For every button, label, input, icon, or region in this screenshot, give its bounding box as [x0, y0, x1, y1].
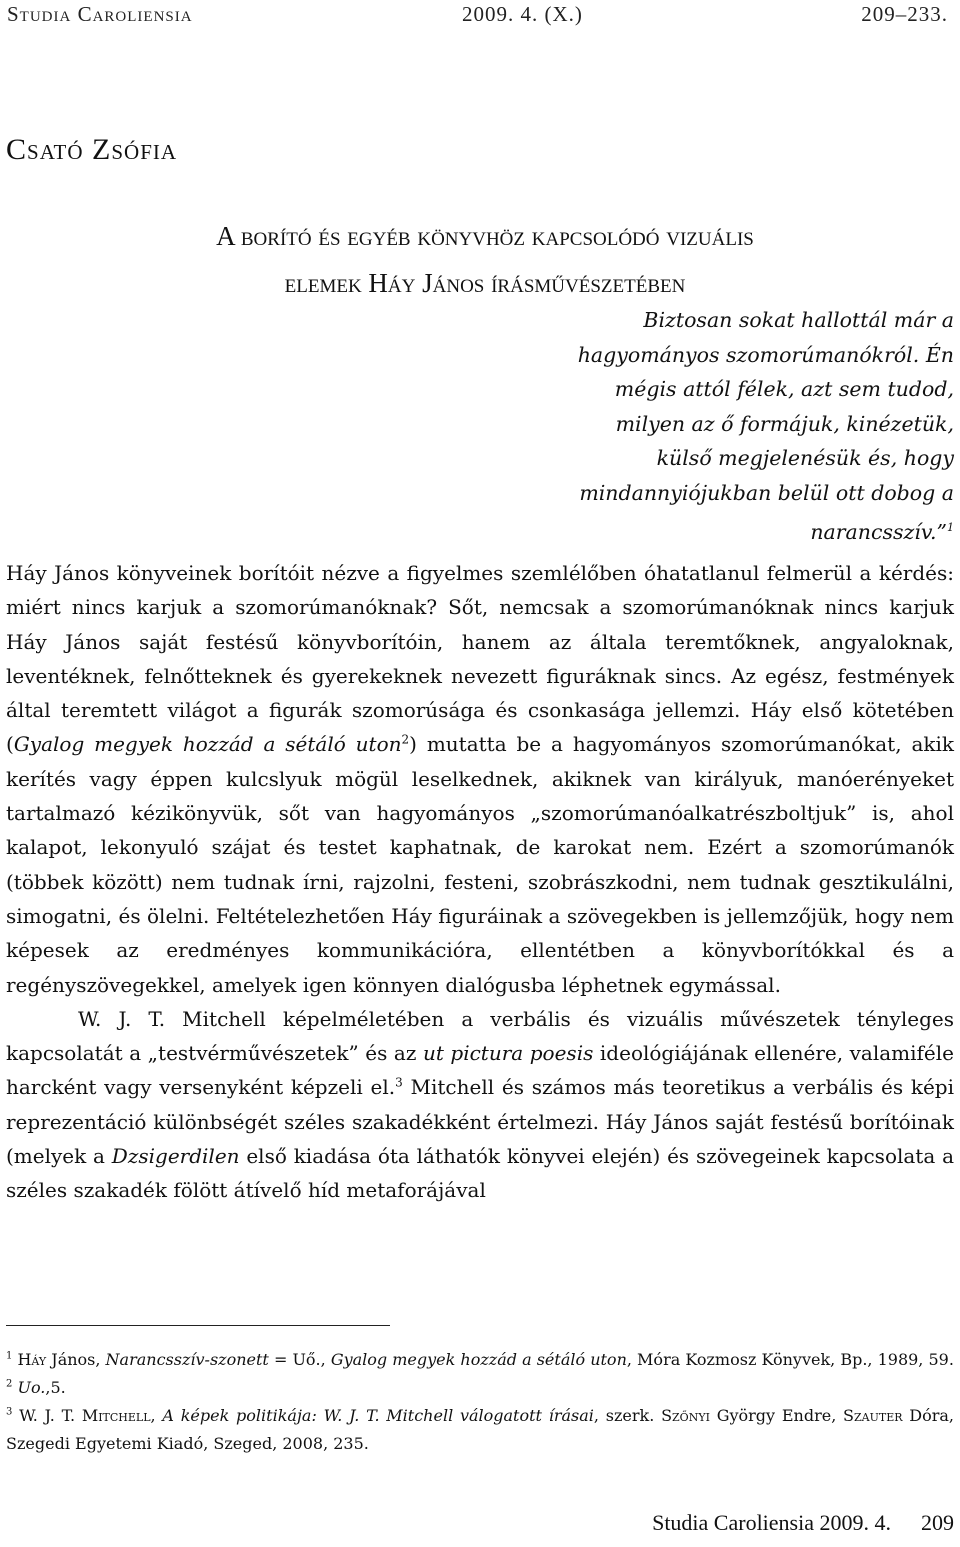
body-text	[6, 556, 954, 1208]
footnote-1-work-1: Narancsszív-szonett	[105, 1350, 269, 1369]
paragraph-2-text-b: ideológiájának ellenére, valamiféle harcként vagy versenyként képzeli el.	[6, 1041, 954, 1100]
article-title-line-2: elemek Háy János írásművészetében	[284, 268, 686, 298]
paragraph-2-text-c: Mitchell és számos más teoretikus a verbális és képi reprezentáció különbségét széles szakadékként értelmezi. Háy János saját festésű borítóinak (melyek a	[6, 1075, 954, 1169]
work-title-gyalog: Gyalog megyek hozzád a sétáló uton	[13, 732, 402, 757]
footnote-1-work-2: Gyalog megyek hozzád a sétáló uton	[330, 1350, 627, 1369]
article-title-line-1: A borító és egyéb könyvhöz kapcsolódó vizuális	[216, 221, 754, 251]
paragraph-1	[6, 556, 954, 1002]
paragraph-1-text-a: Háy János könyveinek borítóit nézve a figyelmes szemlélőben óhatatlanul felmerül a kérdés: miért nincs karjuk a szomorúmanóknak? Sőt, nemcsak a szomorúmanóknak nincs karjuk Háy János saját festésű könyvborítóin, hanem az általa teremtőknek, angyaloknak, leventéknek, felnőtteknek és gyerekeknek nevezett figuráknak sincs. Az egész, festmények által teremtett világot a figurák szomorúsága és csonkasága jellemzi. Háy első kötetében (	[6, 561, 954, 757]
paragraph-1-text-b: ) mutatta be a hagyományos szomorúmanókat, akik kerítés vagy éppen kulcslyuk mögül leselkednek, akiknek van királyuk, manóerényeket tartalmazó kézikönyvük, sőt van hagyományos „szomorúmanóalkatrészboltjuk” is, ahol kalapot, lekonyuló szájat és testet kaphatnak, de karokat nem. Ezért a szomorúmanók (többek között) nem tudnak írni, rajzolni, festeni, szobrászkodni, nem tudnak gesztikulálni, simogatni, és ölelni. Feltételezhetően Háy figuráinak a szövegekben is jellemzőjük, hogy nem képesek az eredményes kommunikációra, ellentétben a könyvborítókkal és a regényszövegekkel, amelyek igen könnyen dialógusba léphetnek egymással.	[6, 732, 954, 997]
footnote-2-ibid: Uo.	[17, 1378, 46, 1397]
footnote-3-work: A képek politikája: W. J. T. Mitchell válogatott írásai	[162, 1406, 594, 1425]
work-title-dzsigerdilen: Dzsigerdilen	[111, 1144, 240, 1169]
footer-journal: Studia Caroliensia 2009. 4.	[652, 1510, 891, 1535]
running-head-issue: 2009. 4. (X.)	[462, 2, 583, 26]
latin-phrase: ut pictura poesis	[422, 1041, 594, 1066]
footnote-1-text: , Móra Kozmosz Könyvek, Bp., 1989, 59.	[626, 1350, 954, 1369]
footnote-ref-3[interactable]: 3	[395, 1075, 403, 1090]
footnote-1-text: = Uő.,	[268, 1350, 331, 1369]
footnote-1-author: Háy	[17, 1350, 47, 1369]
page-number: 209	[921, 1510, 954, 1535]
footnote-3-author: Mitchell	[81, 1406, 151, 1425]
footnote-ref-2[interactable]: 2	[401, 732, 410, 747]
running-head	[7, 2, 948, 30]
footnote-3-text: W. J. T.	[19, 1406, 82, 1425]
footnote-3-editor-1: Szőnyi	[661, 1406, 710, 1425]
footnote-3-text: György Endre,	[709, 1406, 844, 1425]
footnote-divider	[6, 1325, 390, 1326]
footnote-3	[6, 1402, 954, 1458]
author-name: Csató Zsófia	[6, 133, 178, 166]
paragraph-2-text-d: első kiadása óta láthatók könyvei elején) és szövegeinek kapcsolata a széles szakadék fölött átívelő híd metaforájával	[6, 1144, 954, 1203]
paragraph-2	[6, 1002, 954, 1208]
footnote-3-editor-2: Szauter	[843, 1406, 903, 1425]
running-head-pages: 209–233.	[861, 2, 948, 26]
footnote-1	[6, 1346, 954, 1374]
footnote-1-number: 1	[6, 1350, 13, 1362]
footnote-3-text: ,	[150, 1406, 163, 1425]
footnote-2	[6, 1374, 954, 1402]
epigraph	[564, 303, 954, 549]
footnote-2-text: ,5.	[45, 1378, 66, 1397]
footnote-1-text: János,	[46, 1350, 106, 1369]
page-footer	[652, 1510, 954, 1536]
footnote-3-number: 3	[6, 1406, 13, 1418]
paragraph-2-text-a: W. J. T. Mitchell képelméletében a verbális és vizuális művészetek tényleges kapcsolatát a „testvérművészetek” és az	[6, 1006, 954, 1066]
footnotes	[6, 1346, 954, 1458]
footnote-3-text: , szerk.	[593, 1406, 662, 1425]
article-title	[30, 213, 940, 307]
footnote-3-text: Dóra, Szegedi Egyetemi Kiadó, Szeged, 2008, 235.	[6, 1406, 955, 1453]
epigraph-text: Biztosan sokat hallottál már a hagyományos szomorúmanókról. Én mégis attól félek, azt sem tudod, milyen az ő formájuk, kinézetük, külső megjelenésük és, hogy mindannyiójukban belül ott dobog a narancsszív.”	[577, 308, 954, 544]
footnote-ref-1[interactable]: 1	[947, 520, 954, 534]
footnote-2-number: 2	[6, 1378, 13, 1390]
running-head-journal: Studia Caroliensia	[7, 2, 193, 26]
